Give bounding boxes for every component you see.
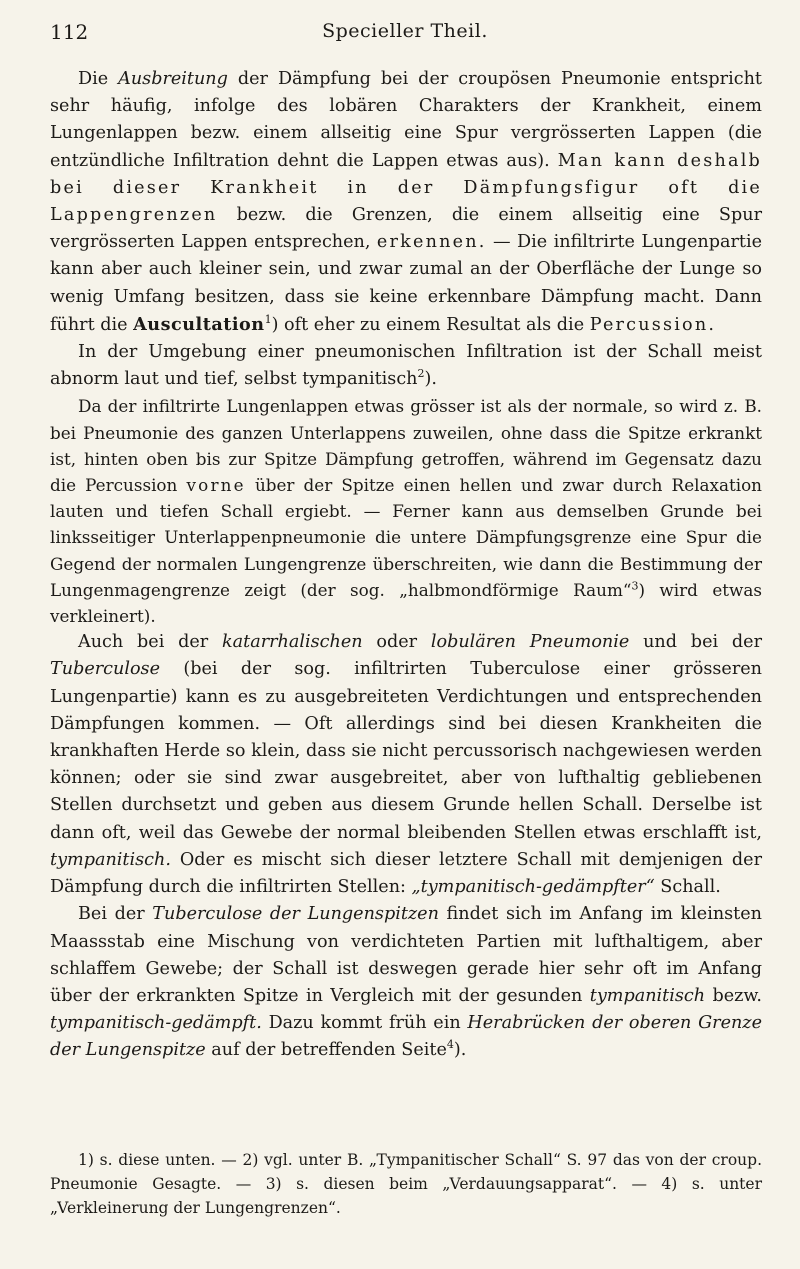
text-run: ). — [424, 369, 437, 390]
footnote-ref: 2 — [417, 367, 425, 381]
italic-term: tympanitisch — [589, 985, 706, 1006]
text-run: Schall. — [654, 877, 721, 898]
paragraph-4 — [50, 629, 762, 901]
italic-term: Herabrücken der oberen Grenze der Lungenspitze — [50, 1013, 762, 1061]
spaced-emphasis: Percussion. — [589, 314, 717, 335]
paragraph-5 — [50, 901, 762, 1064]
page-header — [50, 16, 760, 50]
text-run: Bei der — [78, 904, 153, 925]
italic-term: „tympanitisch-gedämpfter“ — [411, 877, 655, 898]
text-run: findet sich im Anfang im kleinsten Maassstab eine Mischung von verdichteten Partien mit lufthaltigem, aber schlaffem Gewebe; der Schall ist deswegen gerade hier sehr oft im Anfang über der erkrankten Spitze in Vergleich mit der gesunden — [50, 904, 762, 1006]
paragraph-3 — [50, 393, 762, 629]
paragraph-1 — [50, 66, 762, 339]
text-run: und bei der — [629, 632, 762, 653]
spaced-emphasis: Man kann deshalb bei dieser Krankheit in der Dämpfungsfigur oft die Lappengrenzen — [50, 150, 762, 226]
italic-term: Tuberculose der Lungenspitzen — [152, 904, 439, 925]
page-number: 112 — [50, 20, 89, 44]
text-run: Da der infiltrirte Lungenlappen etwas grösser ist als der normale, so wird z. B. bei Pneumonie des ganzen Unterlappens zuweilen, ohne dass die Spitze erkrankt ist, hinten oben bis zur Spitze Dämpfung getroffen, während im Gegensatz dazu die Percussion — [50, 396, 762, 496]
text-run: In der Umgebung einer pneumonischen Infiltration ist der Schall meist abnorm laut und tief, selbst tympanitisch — [50, 342, 762, 390]
footnote-ref: 3 — [631, 579, 639, 593]
text-run: ). — [453, 1040, 467, 1061]
text-run: der Dämpfung bei der croupösen Pneumonie entspricht sehr häufig, infolge des lobären Charakters der Krankheit, einem Lungenlappen bezw. einem allseitig eine Spur vergrösserten Lappen (die entzündliche Infiltration dehnt die Lappen etwas aus). — [50, 69, 762, 171]
italic-term: lobulären Pneumonie — [430, 632, 630, 653]
body-text — [50, 66, 762, 1065]
italic-term: tympanitisch. — [50, 849, 171, 870]
text-run: — Die infiltrirte Lungenpartie kann aber auch kleiner sein, und zwar zumal an der Oberfläche der Lunge so wenig Umfang besitzen, dass sie keine erkennbare Dämpfung macht. Dann führt die — [50, 232, 762, 335]
text-run: Oder es mischt sich dieser letztere Schall mit demjenigen der Dämpfung durch die infiltrirten Stellen: — [50, 849, 762, 898]
italic-term: Ausbreitung — [118, 69, 228, 89]
text-run: auf der betreffenden Seite — [205, 1040, 447, 1061]
italic-term: Tuberculose — [50, 659, 160, 680]
footnotes — [50, 1148, 762, 1220]
text-run: Dazu kommt früh ein — [261, 1013, 468, 1034]
footnote-ref: 4 — [446, 1038, 454, 1052]
running-title: Specieller Theil. — [322, 20, 488, 42]
text-run: bezw. die Grenzen, die einem allseitig eine Spur vergrösserten Lappen entsprechen, — [50, 205, 762, 253]
text-run: (bei der sog. infiltrirten Tuberculose einer grösseren Lungenpartie) kann es zu ausgebreiteten Verdichtungen und entsprechenden Dämpfungen kommen. — Oft allerdings sind bei diesen Krankheiten die krankhaften Herde so klein, dass sie nicht percussorisch nachgewiesen werden können; oder sie sind zwar ausgebreitet, aber von lufthaltig gebliebenen Stellen durchsetzt und geben aus diesem Grunde hellen Schall. Derselbe ist dann oft, weil das Gewebe der normal bleibenden Stellen etwas erschlafft ist, — [50, 659, 762, 843]
footnote-text: 1) s. diese unten. — 2) vgl. unter B. „Tympanitischer Schall“ S. 97 das von der croup. Pneumonie Gesagte. — 3) s. diesen beim „Verdauungsapparat“. — 4) s. unter „Verkleinerung der Lungengrenzen“. — [50, 1151, 762, 1217]
text-run: ) oft eher zu einem Resultat als die — [271, 314, 590, 335]
footnote-ref: 1 — [264, 312, 272, 326]
italic-term: tympanitisch-gedämpft. — [50, 1013, 262, 1034]
text-run: Auch bei der — [78, 632, 222, 653]
spaced-emphasis: erkennen. — [376, 232, 487, 253]
italic-term: katarrhalischen — [222, 632, 363, 653]
text-run: ) wird etwas verkleinert). — [50, 579, 763, 627]
text-run: Die — [78, 69, 119, 89]
bold-term: Auscultation — [133, 313, 265, 335]
spaced-emphasis: vorne — [186, 475, 246, 496]
text-run: oder — [362, 632, 431, 653]
text-run: bezw. — [705, 985, 762, 1006]
paragraph-2 — [50, 339, 762, 393]
text-run: über der Spitze einen hellen und zwar durch Relaxation lauten und tiefen Schall ergiebt. — Ferner kann aus demselben Grunde bei linksseitiger Unterlappenpneumonie die untere Dämpfungsgrenze eine Spur die Gegend der normalen Lungengrenze überschreiten, wie dann die Bestimmung der Lungenmagengrenze zeigt (der sog. „halbmondförmige Raum“ — [50, 475, 762, 600]
